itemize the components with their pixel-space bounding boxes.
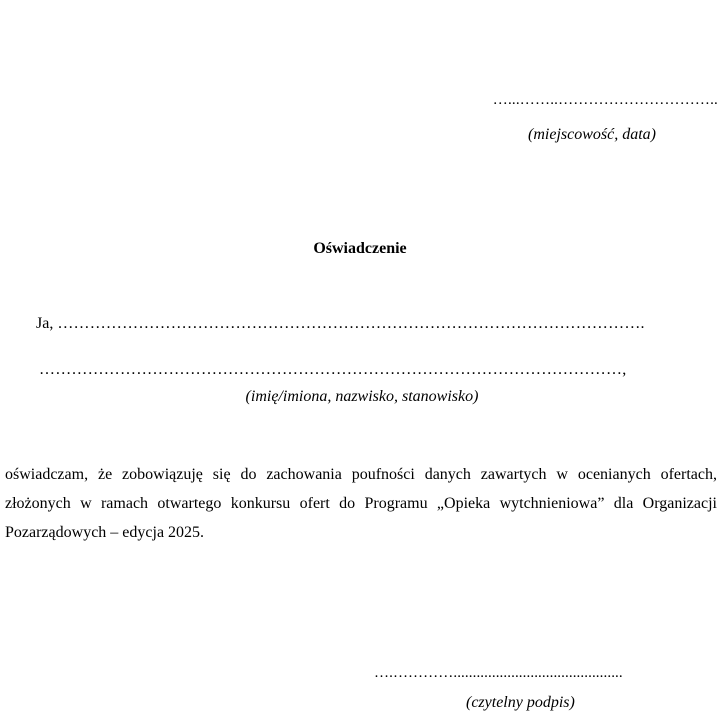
document-title: Oświadczenie bbox=[313, 240, 407, 257]
signature-placeholder: ….…………............................................ bbox=[374, 665, 623, 681]
statement-paragraph bbox=[5, 460, 717, 547]
statement-line: Pozarządowych – edycja 2025. bbox=[5, 524, 205, 541]
statement-line: oświadczam, że zobowiązuję się do zachowania poufności danych zawartych w ocenianych ofertach, bbox=[5, 466, 717, 483]
place-date-caption: (miejscowość, data) bbox=[528, 126, 656, 143]
declarant-line-2-placeholder: ………………………………………………………………………………………………, bbox=[39, 361, 627, 378]
declarant-name-placeholder: ………………………………………………………………………………………………. bbox=[57, 315, 645, 332]
signature-caption: (czytelny podpis) bbox=[466, 694, 575, 711]
declarant-prefix: Ja, bbox=[36, 315, 54, 332]
statement-line: złożonych w ramach otwartego konkursu ofert do Programu „Opieka wytchnieniowa” dla Organizacji bbox=[5, 495, 717, 512]
place-date-placeholder: …...……..………………………….. bbox=[492, 92, 718, 108]
declarant-line-1 bbox=[36, 315, 645, 333]
declarant-caption: (imię/imiona, nazwisko, stanowisko) bbox=[245, 388, 479, 405]
